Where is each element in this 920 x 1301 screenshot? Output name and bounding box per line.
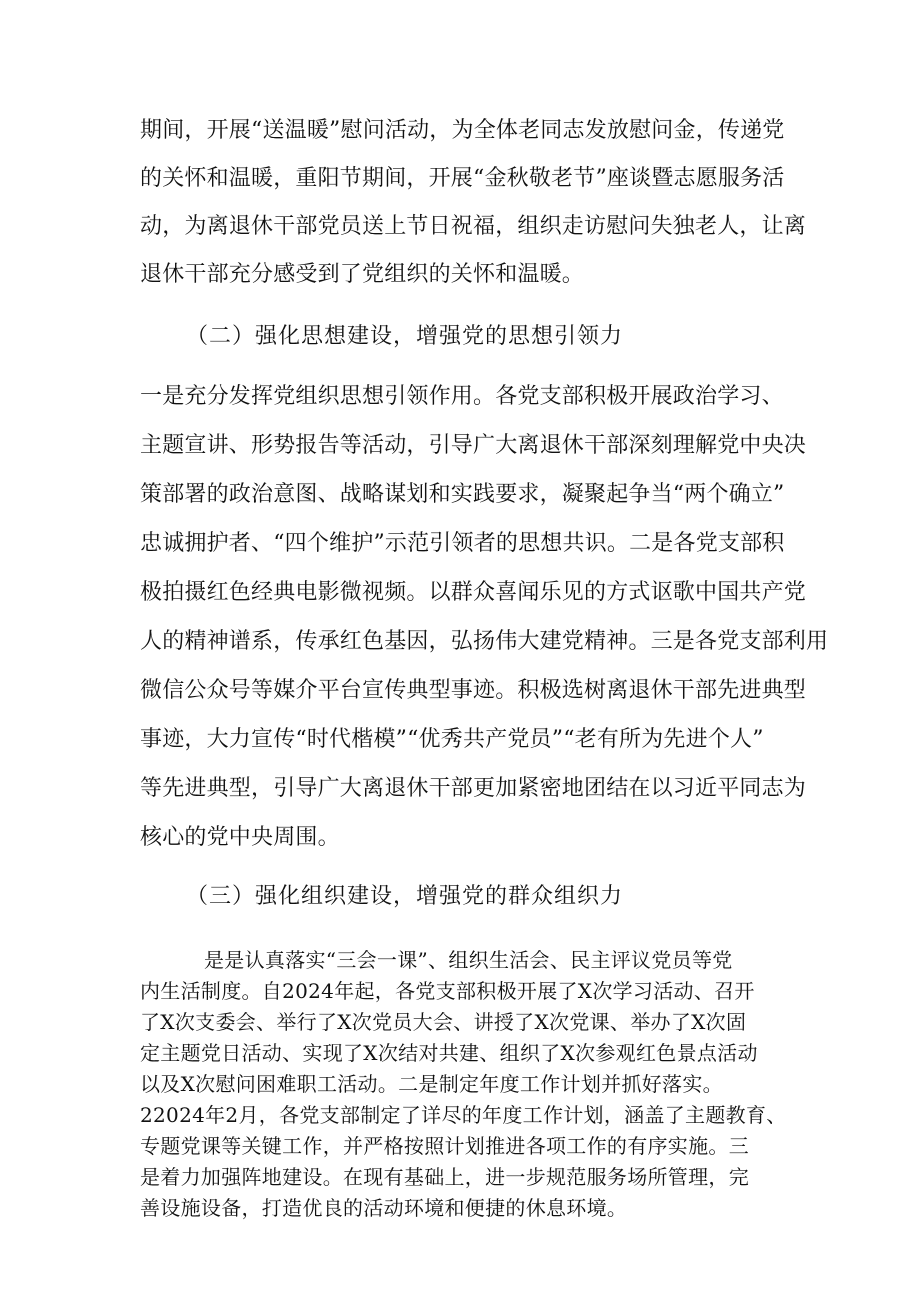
paragraph-2-line-3: 策部署的政治意图、战略谋划和实践要求，凝聚起争当“两个确立” [140,482,785,507]
paragraph-1-line-2: 的关怀和温暖，重阳节期间，开展“金秋敬老节”座谈暨志愿服务活 [140,166,785,191]
paragraph-3-line-1: 是是认真落实“三会一课”、组织生活会、民主评议党员等党 [204,948,733,972]
paragraph-3-line-7: 专题党课等关键工作，并严格按照计划推进各项工作的有序实施。三 [140,1134,749,1158]
paragraph-2-line-1: 一是充分发挥党组织思想引领作用。各党支部积极开展政治学习、 [140,384,784,409]
paragraph-1-line-4: 退休干部充分感受到了党组织的关怀和温暖。 [140,262,585,287]
paragraph-2-line-7: 微信公众号等媒介平台宣传典型事迹。积极选树离退休干部先进典型 [140,678,807,703]
paragraph-2-line-9: 等先进典型，引导广大离退休干部更加紧密地团结在以习近平同志为 [140,776,807,801]
section-heading-2: （二）强化思想建设，增强党的思想引领力 [186,324,624,349]
paragraph-2-line-6: 人的精神谱系，传承红色基因，弘扬伟大建党精神。三是各党支部利用 [140,629,829,654]
section-heading-3: （三）强化组织建设，增强党的群众组织力 [186,884,624,909]
paragraph-1-line-3: 动，为离退休干部党员送上节日祝福，组织走访慰问失独老人，让离 [140,214,807,239]
paragraph-2-line-2: 主题宣讲、形势报告等活动，引导广大离退休干部深刻理解党中央决 [140,433,807,458]
paragraph-2-line-8: 事迹，大力宣传“时代楷模”“优秀共产党员”“老有所为先进个人” [140,727,764,752]
paragraph-2-line-5: 极拍摄红色经典电影微视频。以群众喜闻乐见的方式讴歌中国共产党 [140,580,807,605]
paragraph-2-line-10: 核心的党中央周围。 [140,825,340,850]
paragraph-3-line-9: 善设施设备，打造优良的活动环境和便捷的休息环境。 [140,1196,628,1220]
paragraph-3-line-2: 内生活制度。自2024年起，各党支部积极开展了X次学习活动、召开 [140,979,755,1003]
paragraph-3-line-4: 定主题党日活动、实现了X次结对共建、组织了X次参观红色景点活动 [140,1041,758,1065]
paragraph-3-line-6: 22024年2月，各党支部制定了详尽的年度工作计划，涵盖了主题教育、 [140,1103,787,1127]
paragraph-3-line-8: 是着力加强阵地建设。在现有基础上，进一步规范服务场所管理，完 [140,1165,749,1189]
paragraph-1-line-1: 期间，开展“送温暖”慰问活动，为全体老同志发放慰问金，传递党 [140,118,785,143]
paragraph-3-line-3: 了X次支委会、举行了X次党员大会、讲授了X次党课、举办了X次固 [140,1010,747,1034]
paragraph-3-line-5: 以及X次慰问困难职工活动。二是制定年度工作计划并抓好落实。 [140,1072,723,1096]
paragraph-2-line-4: 忠诚拥护者、“四个维护”示范引领者的思想共识。二是各党支部积 [140,531,785,556]
